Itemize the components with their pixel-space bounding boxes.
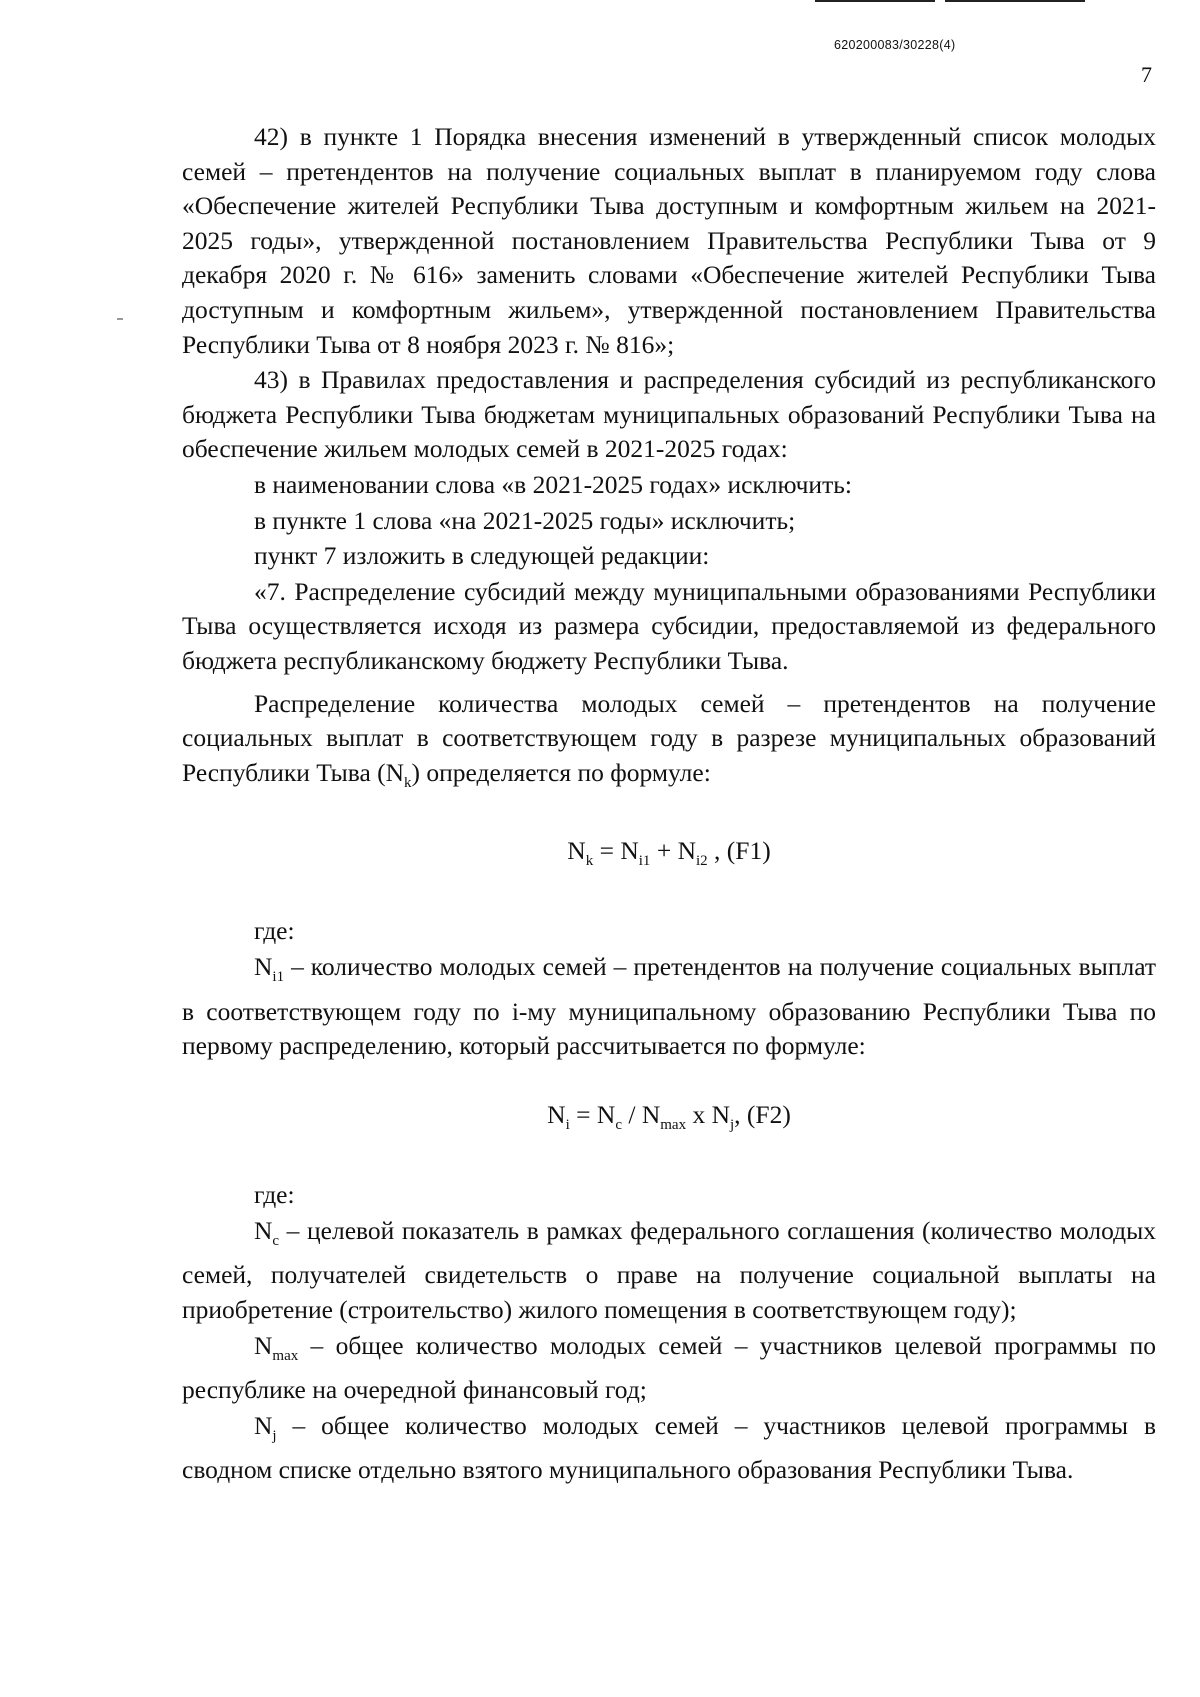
formula-f2: $N_i = N_c / N_{max}$ x $N_j$, (F2) [547, 1099, 791, 1134]
formula-f1: $N_k = N_{i1} + N_{i2}$ , (F1) [567, 836, 771, 870]
top-rule-left [815, 0, 935, 2]
nc-definition: $N_c$ – целевой показатель в рамках федерального соглашения (количество молодых семей, получателей свидетельств о праве на получение социальной выплаты на приобретение (строительство) жилого помещения в соответствующем году); [182, 1215, 1156, 1324]
scan-margin-mark [117, 318, 123, 320]
where-label-1: где: [254, 916, 295, 946]
document-number: 620200083/30228(4) [834, 38, 956, 52]
paragraph-42: 42) в пункте 1 Порядка внесения изменений в утвержденный список молодых семей – претендентов на получение социальных выплат в планируемом году слова «Обеспечение жителей Республики Тыва доступным и комфортным жильем на 2021-2025 годы», утвержденной постановлением Правительства Республики Тыва от 9 декабря 2020 г. № 616» заменить словами «Обеспечение жителей Республики Тыва доступным и комфортным жильем», утвержденной постановлением Правительства Республики Тыва от 8 ноября 2023 г. № 816»; [182, 122, 1156, 359]
point-7-text: «7. Распределение субсидий между муниципальными образованиями Республики Тыва осуществляется исходя из размера субсидии, предоставляемой из федерального бюджета республиканскому бюджету Республики Тыва. [182, 576, 1156, 675]
page-number: 7 [1141, 62, 1152, 87]
paragraph-43: 43) в Правилах предоставления и распределения субсидий из республиканского бюджета Республики Тыва бюджетам муниципальных образований Республики Тыва на обеспечение жильем молодых семей в 2021-2025 годах: [182, 365, 1156, 464]
item-name-change: в наименовании слова «в 2021-2025 годах» исключить: [254, 469, 852, 499]
top-rule-right [945, 0, 1085, 2]
where-label-2: где: [254, 1180, 295, 1210]
item-point-7-change: пункт 7 изложить в следующей редакции: [254, 541, 710, 571]
ni1-definition: $N_{i1}$ – количество молодых семей – претендентов на получение социальных выплат в соответствующем году по i-му муниципальному образованию Республики Тыва по первому распределению, который рассчитывается по формуле: [182, 952, 1156, 1061]
item-point-1-change: в пункте 1 слова «на 2021-2025 годы» исключить; [254, 505, 796, 535]
nj-definition: $N_j$ – общее количество молодых семей – участников целевой программы в сводном списке отдельно взятого муниципального образования Республики Тыва. [182, 1410, 1156, 1485]
document-body [182, 120, 1156, 1488]
nmax-definition: $N_{max}$ – общее количество молодых семей – участников целевой программы по республике на очередной финансовый год; [182, 1330, 1156, 1405]
distribution-paragraph: Распределение количества молодых семей – претендентов на получение социальных выплат в соответствующем году в разрезе муниципальных образований Республики Тыва $(N_k)$ определяется по формуле: [182, 688, 1156, 791]
